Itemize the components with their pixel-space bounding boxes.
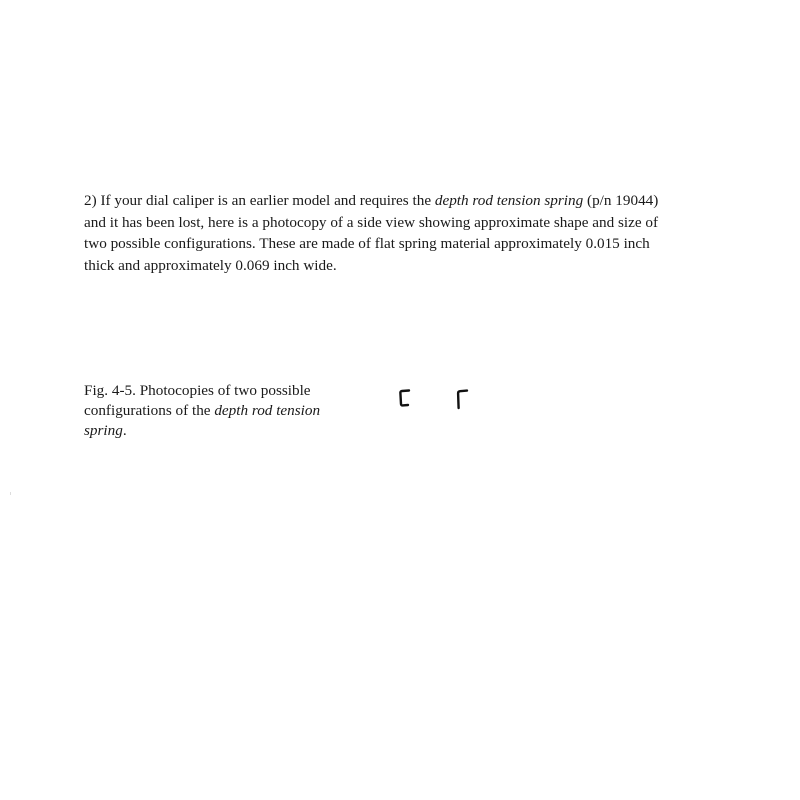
spring-config-2-image bbox=[455, 388, 469, 410]
paragraph-line-3: two possible configurations. These are made of flat spring material approximately 0.015 inch bbox=[84, 235, 650, 252]
scan-speck bbox=[10, 492, 11, 495]
spring-instructions-paragraph bbox=[84, 190, 714, 276]
paragraph-text: 2) If your dial caliper is an earlier model and requires the bbox=[84, 192, 435, 209]
caption-italic: depth rod tension bbox=[214, 402, 321, 419]
part-number: (p/n 19044) bbox=[583, 192, 659, 209]
caption-text: configurations of the bbox=[84, 402, 215, 419]
paragraph-line-1 bbox=[84, 190, 714, 212]
caption-line-2 bbox=[84, 401, 364, 421]
caption-italic: spring bbox=[84, 422, 123, 439]
caption-line-3 bbox=[84, 421, 364, 441]
caption-line-1: Fig. 4-5. Photocopies of two possible bbox=[84, 382, 311, 399]
spring-config-1-image bbox=[398, 388, 412, 408]
part-name-italic: depth rod tension spring bbox=[434, 192, 584, 209]
paragraph-line-2: and it has been lost, here is a photocopy of a side view showing approximate shape and size of bbox=[84, 213, 659, 231]
paragraph-line-4: thick and approximately 0.069 inch wide. bbox=[84, 256, 337, 274]
figure-caption bbox=[84, 381, 364, 441]
caption-text: . bbox=[122, 422, 127, 439]
